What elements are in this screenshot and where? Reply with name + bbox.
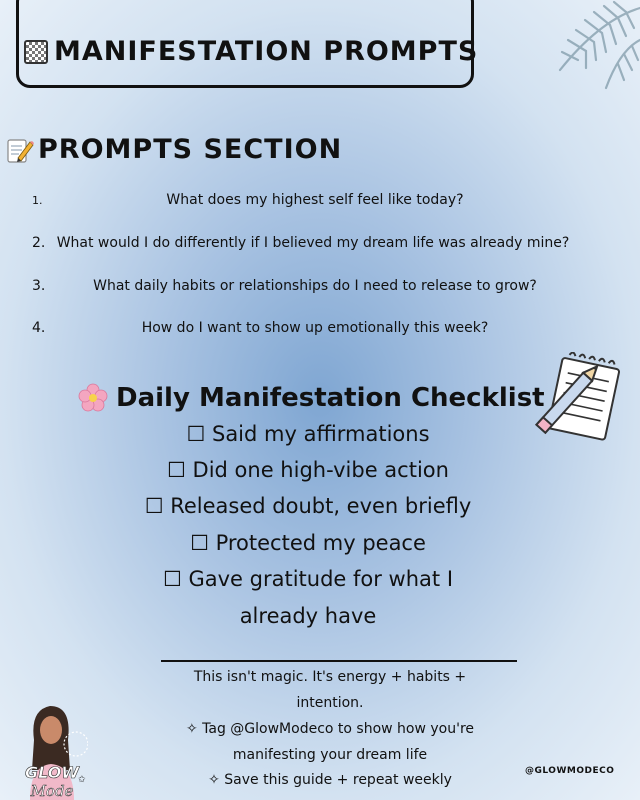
palm-leaf-icon (530, 0, 640, 90)
prompt-number: 3. (32, 278, 46, 294)
memo-icon (6, 136, 34, 164)
prompt-text: What would I do differently if I believed my dream life was already mine? (56, 235, 570, 251)
prompt-item (0, 320, 640, 344)
checklist-item: ☐ Gave gratitude for what I (162, 567, 454, 591)
footer-text: manifesting your dream life (232, 747, 428, 763)
checkered-icon (24, 40, 48, 64)
prompt-text: What daily habits or relationships do I need to release to grow? (93, 278, 537, 294)
prompt-number: 2. (32, 235, 46, 251)
footer-tag-text: ✧ Tag @GlowModeco to show how you're (185, 721, 475, 737)
prompts-section-title (6, 134, 342, 165)
prompts-section-title-text: PROMPTS SECTION (38, 134, 343, 165)
footer-text: This isn't magic. It's energy + habits + (193, 669, 467, 685)
checklist-item-continued: already have (239, 604, 377, 628)
checklist-item: ☐ Protected my peace (190, 531, 426, 555)
checklist-title (78, 383, 545, 413)
checklist-item: ☐ Released doubt, even briefly (144, 494, 472, 518)
prompt-number: 4. (32, 320, 46, 336)
glow-mode-logo (16, 700, 88, 800)
footer-text: intention. (296, 695, 364, 711)
divider (161, 660, 517, 662)
prompt-item (0, 235, 640, 259)
checklist-item: ☐ Did one high-vibe action (167, 458, 449, 482)
brand-handle: @GLOWMODECO (525, 766, 615, 776)
page-title-text: MANIFESTATION PROMPTS (54, 36, 479, 67)
prompt-item (0, 192, 640, 216)
flower-icon (78, 383, 108, 413)
page-title (24, 36, 478, 67)
svg-text:✩: ✩ (78, 775, 86, 785)
prompt-number: 1. (32, 194, 43, 207)
svg-text:Mode: Mode (30, 782, 74, 800)
footer-save-text: ✧ Save this guide + repeat weekly (208, 772, 452, 788)
prompt-text: How do I want to show up emotionally this week? (141, 320, 489, 336)
checklist-title-text: Daily Manifestation Checklist (116, 383, 545, 413)
prompt-text: What does my highest self feel like today? (166, 192, 464, 208)
svg-text:GLOW: GLOW (24, 763, 80, 782)
prompt-item (0, 278, 640, 302)
checklist-item: ☐ Said my affirmations (186, 422, 430, 446)
